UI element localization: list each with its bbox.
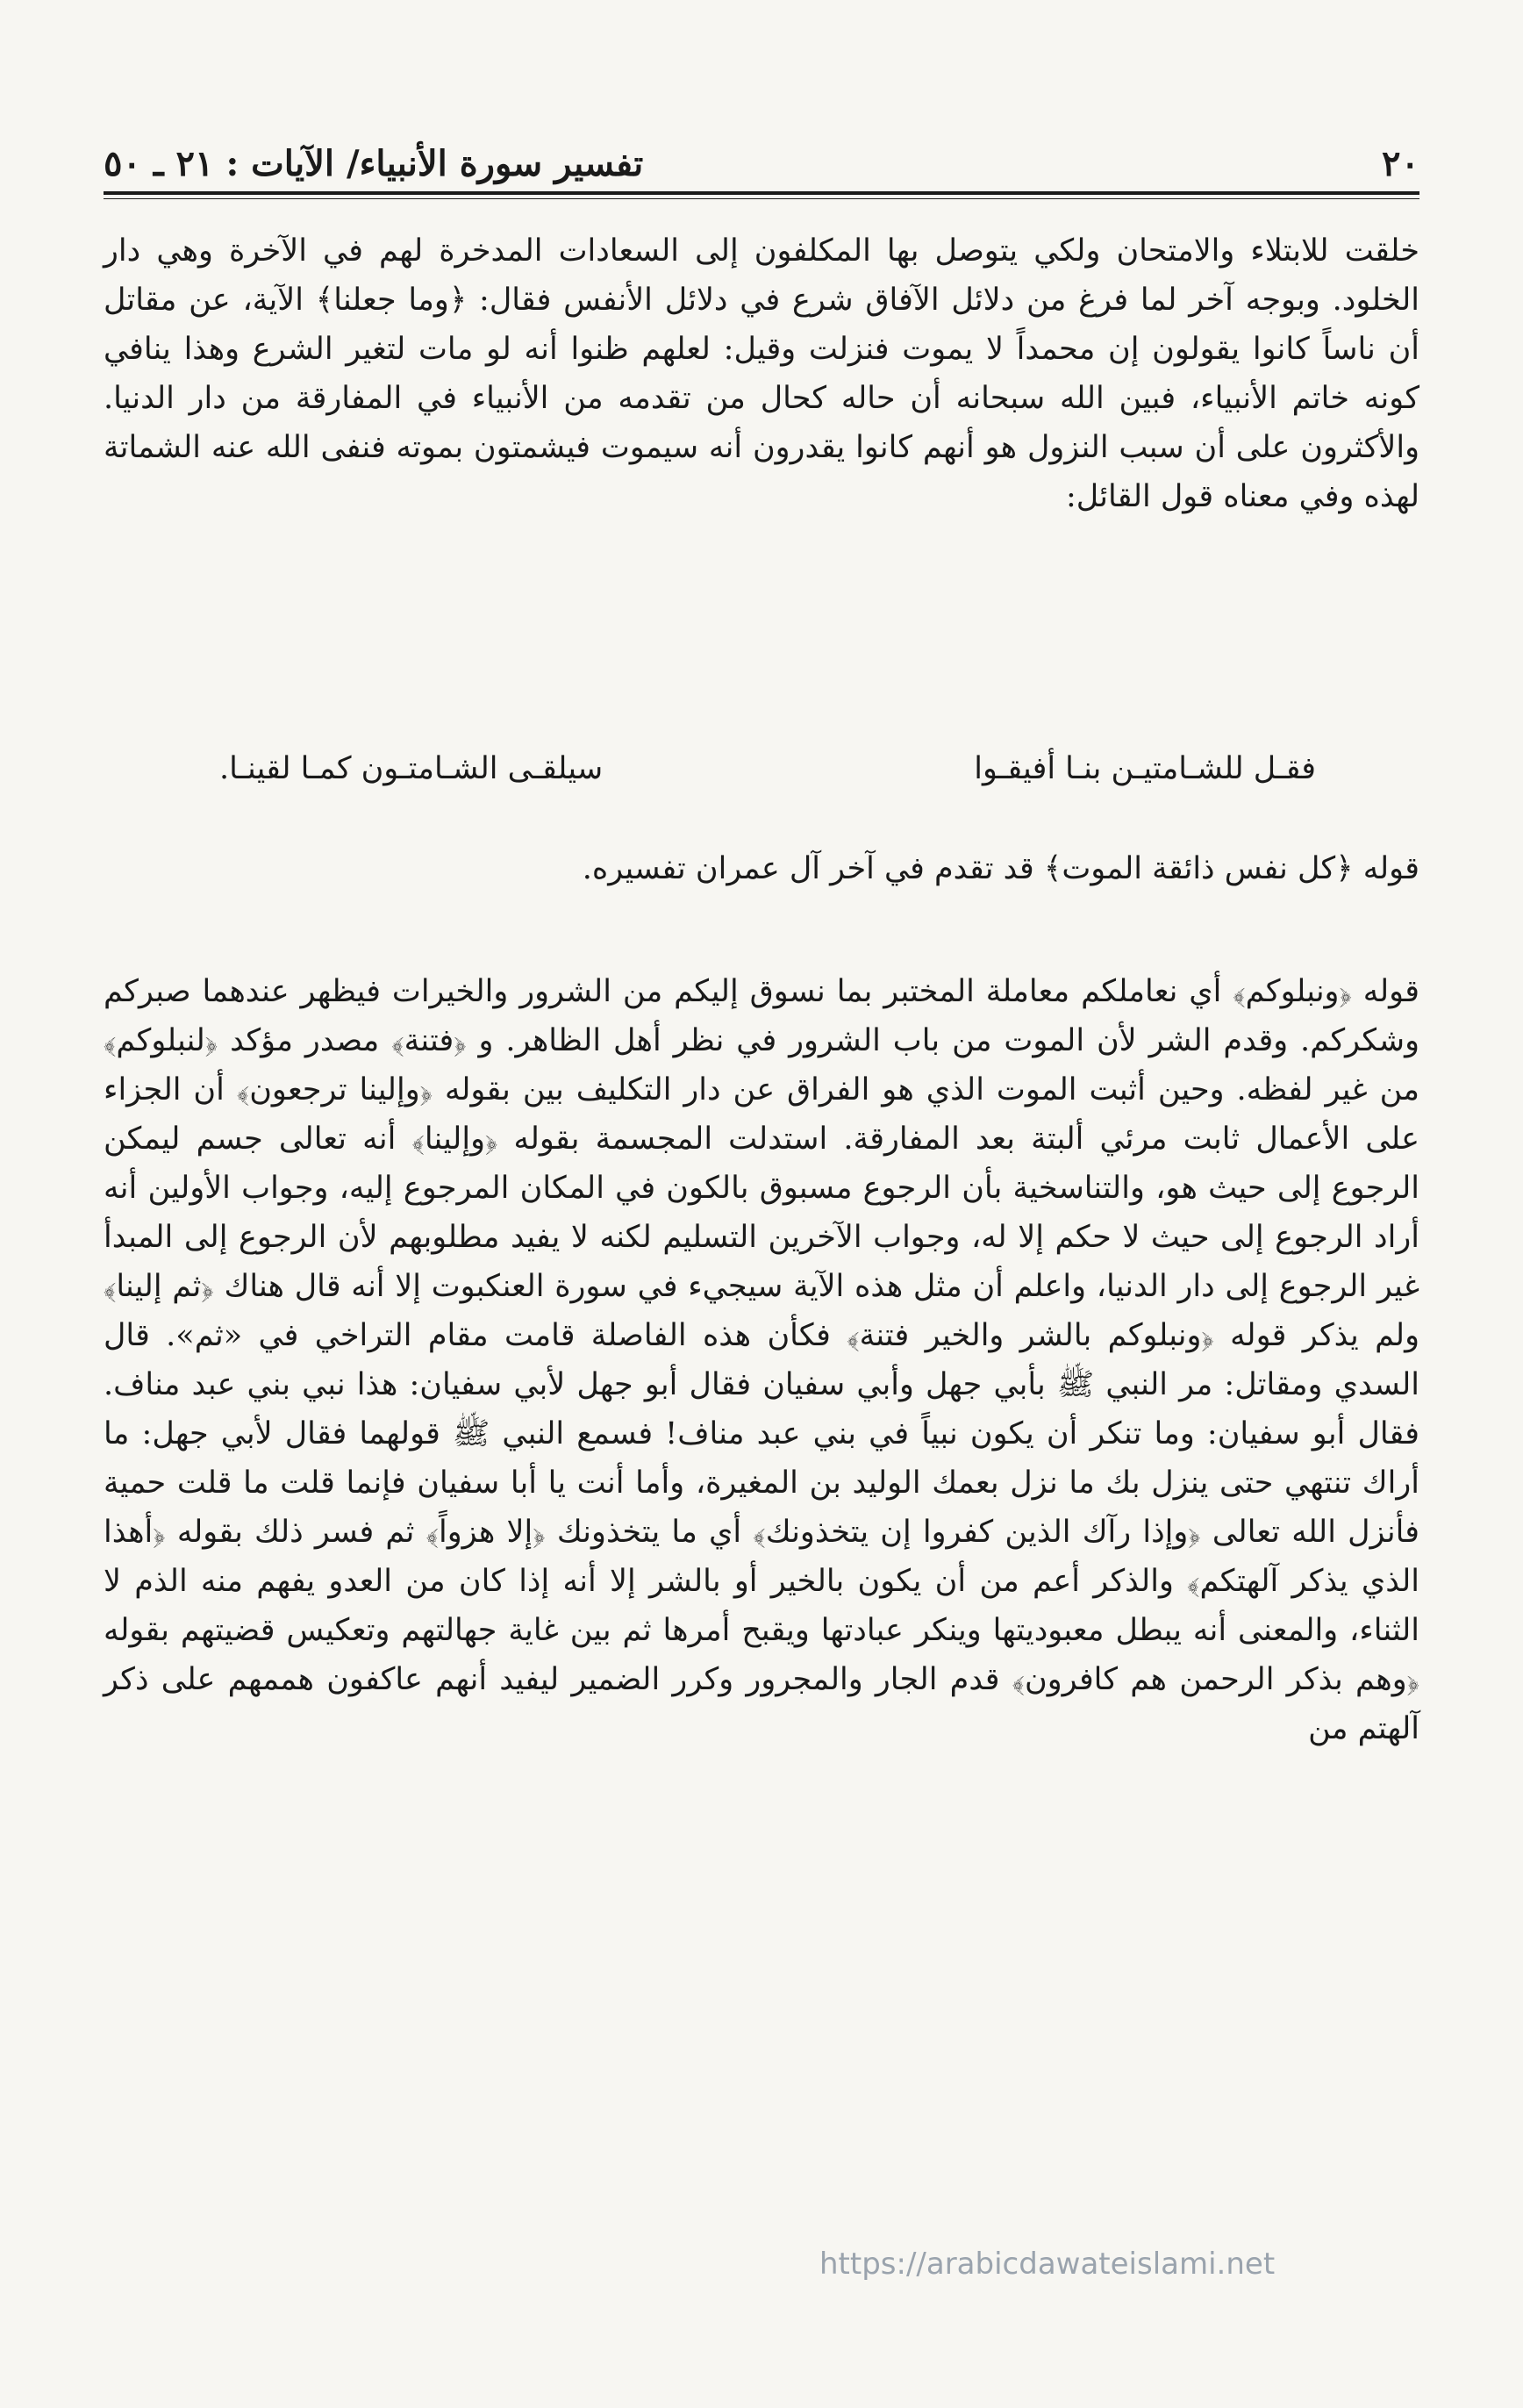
paragraph-1: خلقت للابتلاء والامتحان ولكي يتوصل بها المكلفون إلى السعادات المدخرة لهم في الآخرة وهي دار الخلود. وبوجه آخر لما فرغ من دلائل الآفاق شرع في دلائل الأنفس فقال: ﴿وما جعلنا﴾ الآية، عن مقاتل أن ناساً كانوا يقولون إن محمداً لا يموت فنزلت وقيل: لعلهم ظنوا أنه لو مات لتغير الشرع وهذا ينافي كونه خاتم الأنبياء، فبين الله سبحانه أن حاله كحال من تقدمه من الأنبياء في المفارقة من دار الدنيا. والأكثرون على أن سبب النزول هو أنهم كانوا يقدرون أنه سيموت فيشمتون بموته فنفى الله عنه الشماتة لهذه وفي معناه قول القائل: (104, 233, 1419, 514)
header-rule-thin (104, 198, 1419, 199)
paragraph-3: قوله ﴿ونبلوكم﴾ أي نعاملكم معاملة المختبر بما نسوق إليكم من الشرور والخيرات فيظهر عندهما صبركم وشكركم. وقدم الشر لأن الموت من باب الشرور في نظر أهل الظاهر. و ﴿فتنة﴾ مصدر مؤكد ﴿لنبلوكم﴾ من غير لفظه. وحين أثبت الموت الذي هو الفراق عن دار التكليف بين بقوله ﴿وإلينا ترجعون﴾ أن الجزاء على الأعمال ثابت مرئي ألبتة بعد المفارقة. استدلت المجسمة بقوله ﴿وإلينا﴾ أنه تعالى جسم ليمكن الرجوع إلى حيث هو، والتناسخية بأن الرجوع مسبوق بالكون في المكان المرجوع إليه، وجواب الأولين أنه أراد الرجوع إلى حيث لا حكم إلا له، وجواب الآخرين التسليم لكنه لا يفيد مطلوبهم لأن الرجوع إلى المبدأ غير الرجوع إلى دار الدنيا، واعلم أن مثل هذه الآية سيجيء في سورة العنكبوت إلا أنه قال هناك ﴿ثم إلينا﴾ ولم يذكر قوله ﴿ونبلوكم بالشر والخير فتنة﴾ فكأن هذه الفاصلة قامت مقام التراخي في «ثم». قال السدي ومقاتل: مر النبي ﷺ بأبي جهل وأبي سفيان فقال أبو جهل لأبي سفيان: هذا نبي بني عبد مناف. فقال أبو سفيان: وما تنكر أن يكون نبياً في بني عبد مناف! فسمع النبي ﷺ قولهما فقال لأبي جهل: ما أراك تنتهي حتى ينزل بك ما نزل بعمك الوليد بن المغيرة، وأما أنت يا أبا سفيان فإنما قلت ما قلت حمية فأنزل الله تعالى ﴿وإذا رآك الذين كفروا إن يتخذونك﴾ أي ما يتخذونك ﴿إلا هزواً﴾ ثم فسر ذلك بقوله ﴿أهذا الذي يذكر آلهتكم﴾ والذكر أعم من أن يكون بالخير أو بالشر إلا أنه إذا كان من العدو يفهم منه الذم لا الثناء، والمعنى أنه يبطل معبوديتها وينكر عبادتها ويقبح أمرها ثم بين غاية جهالتهم وتعكيس قضيتهم بقوله ﴿وهم بذكر الرحمن هم كافرون﴾ قدم الجار والمجرور وكرر الضمير ليفيد أنهم عاكفون هممهم على ذكر آلهتم من (104, 974, 1419, 1746)
watermark-url: https://arabicdawateislami.net (819, 2247, 1276, 2282)
verse-hemistich-1: فقـل للشـامتيـن بنـا أفيقـوا (974, 751, 1316, 786)
poetry-verse (219, 742, 1316, 795)
verse-hemistich-2: سيلقـى الشـامتـون كمـا لقينـا. (219, 751, 604, 786)
page-header (104, 132, 1419, 184)
header-rule (104, 191, 1419, 195)
page-number: ٢٠ (1382, 143, 1419, 184)
paragraph-2: قوله ﴿كل نفس ذائقة الموت﴾ قد تقدم في آخر آل عمران تفسيره. (582, 851, 1419, 886)
running-title: تفسير سورة الأنبياء/ الآيات : ٢١ ـ ٥٠ (104, 143, 644, 184)
